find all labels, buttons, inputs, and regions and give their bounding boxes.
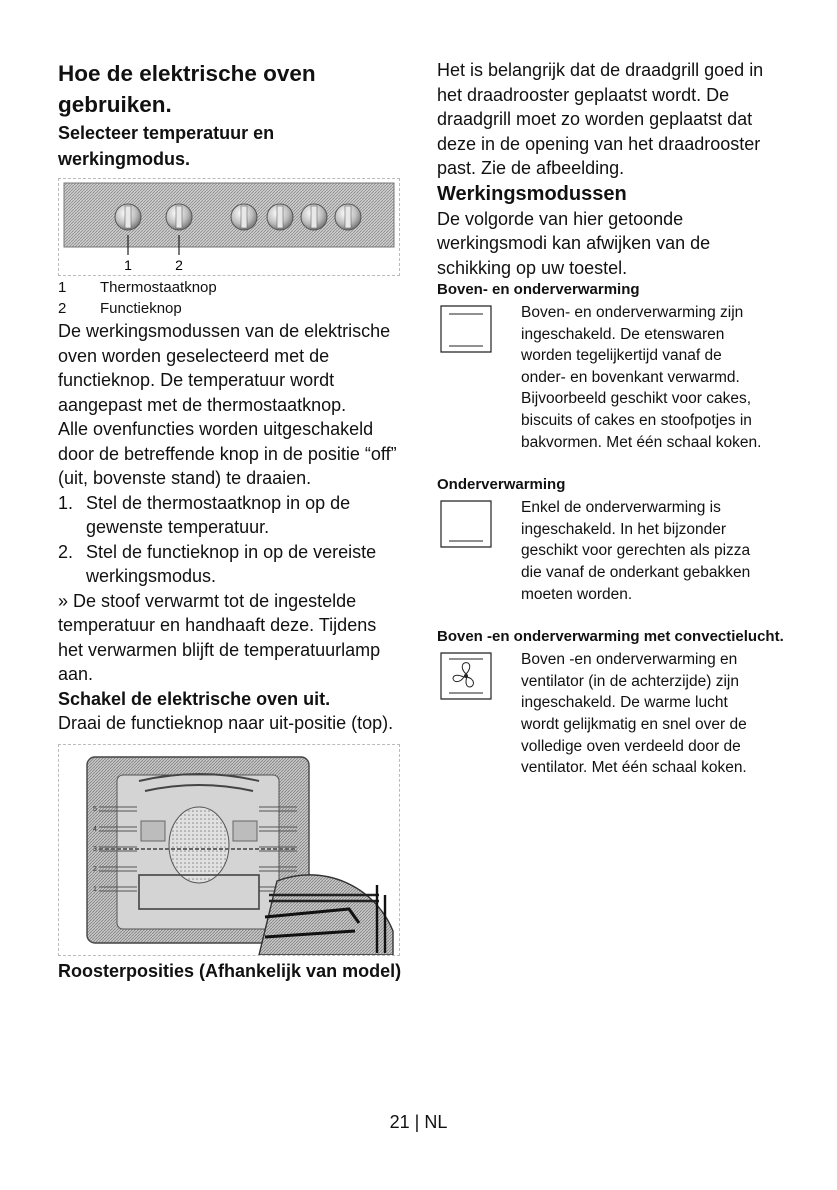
steps-list [58,491,403,589]
mode-description: Boven- en onderverwarming zijn ingeschakeld. De etenswaren worden tegelijkertijd vanaf de onder- en bovenkant verwarmd. Bijvoorbeeld geschikt voor cakes, biscuits of cakes en stoofpotjes in bakvormen. Met één schaal koken. [521,304,762,451]
figure-caption: Roosterposities (Afhankelijk van model) [58,960,402,981]
switch-off-text: Draai de functieknop naar uit-positie (top). [58,713,394,733]
knob-hob-1 [231,204,257,230]
left-column [58,58,403,984]
knob-hob-4 [335,204,361,230]
section-subtitle: Selecteer temperatuur en werkingmodus. [58,123,275,169]
modes-intro: De volgorde van hier getoonde werkingsmodi kan afwijken van de schikking op uw toestel. [437,208,711,278]
mode-block [437,627,787,779]
control-panel-illustration [59,179,399,275]
shelf-number: 3 [93,845,97,853]
fan-heat-icon [437,649,495,703]
mode-heading: Boven- en onderverwarming [437,281,640,298]
paragraph-off: Alle ovenfuncties worden uitgeschakeld door de betreffende knop in de positie “off” (uit, bovenste stand) te draaien. [58,419,397,488]
mode-description: Enkel de onderverwarming is ingeschakeld. In het bijzonder geschikt voor gerechten als pizza die vanaf de onderkant gebakken moeten worden. [521,499,751,603]
shelf-positions-figure [58,744,400,956]
grill-intro: Het is belangrijk dat de draadgrill goed in het draadrooster geplaatst wordt. De draadgrill moet zo worden geplaatst dat deze in de opening van het draadrooster past. Zie de afbeelding. [437,60,764,178]
callout-1: 1 [124,257,132,273]
paragraph-heating: » De stoof verwarmt tot de ingestelde temperatuur en handhaaft deze. Tijdens het verwarmen blijft de temperatuurlamp aan. [58,590,381,684]
knob-function [166,204,192,230]
legend-item: 1 Thermostaatknop [58,279,217,296]
mode-block [437,475,787,605]
modes-heading: Werkingsmodussen [437,182,627,205]
mode-heading: Boven -en onderverwarming met convectielucht. [437,628,784,646]
page-title: Hoe de elektrische oven gebruiken. [58,61,316,117]
oven-cavity-illustration [59,745,399,955]
bottom-heat-icon [437,497,495,551]
legend-item: 2 Functieknop [58,300,182,317]
mode-heading: Onderverwarming [437,476,566,494]
shelf-number: 5 [93,805,97,813]
control-panel-figure [58,178,400,276]
shelf-number: 1 [93,885,97,893]
paragraph-modes: De werkingsmodussen van de elektrische oven worden geselecteerd met de functieknop. De temperatuur wordt aangepast met de thermostaatknop. [58,321,391,415]
top-bottom-heat-icon [437,302,495,356]
shelf-number: 2 [93,865,97,873]
knob-hob-2 [267,204,293,230]
switch-off-heading: Schakel de elektrische oven uit. [58,688,331,709]
mode-description: Boven -en onderverwarming en ventilator (in de achterzijde) zijn ingeschakeld. De warme lucht wordt gelijkmatig en snel over de volledige oven verdeeld door de ventilator. Met één schaal koken. [521,651,747,777]
figure-legend [58,277,403,319]
knob-thermostat [115,204,141,230]
page-number: 21 | NL [389,1112,448,1132]
step-item: 1. Stel de thermostaatknop in op de gewenste temperatuur. [58,492,351,537]
mode-block [437,280,787,453]
shelf-number: 4 [93,825,97,833]
callout-2: 2 [175,257,183,273]
right-column [437,58,787,779]
knob-hob-3 [301,204,327,230]
step-item: 2. Stel de functieknop in op de vereiste werkingsmodus. [58,541,377,586]
zoom-detail [259,874,393,954]
